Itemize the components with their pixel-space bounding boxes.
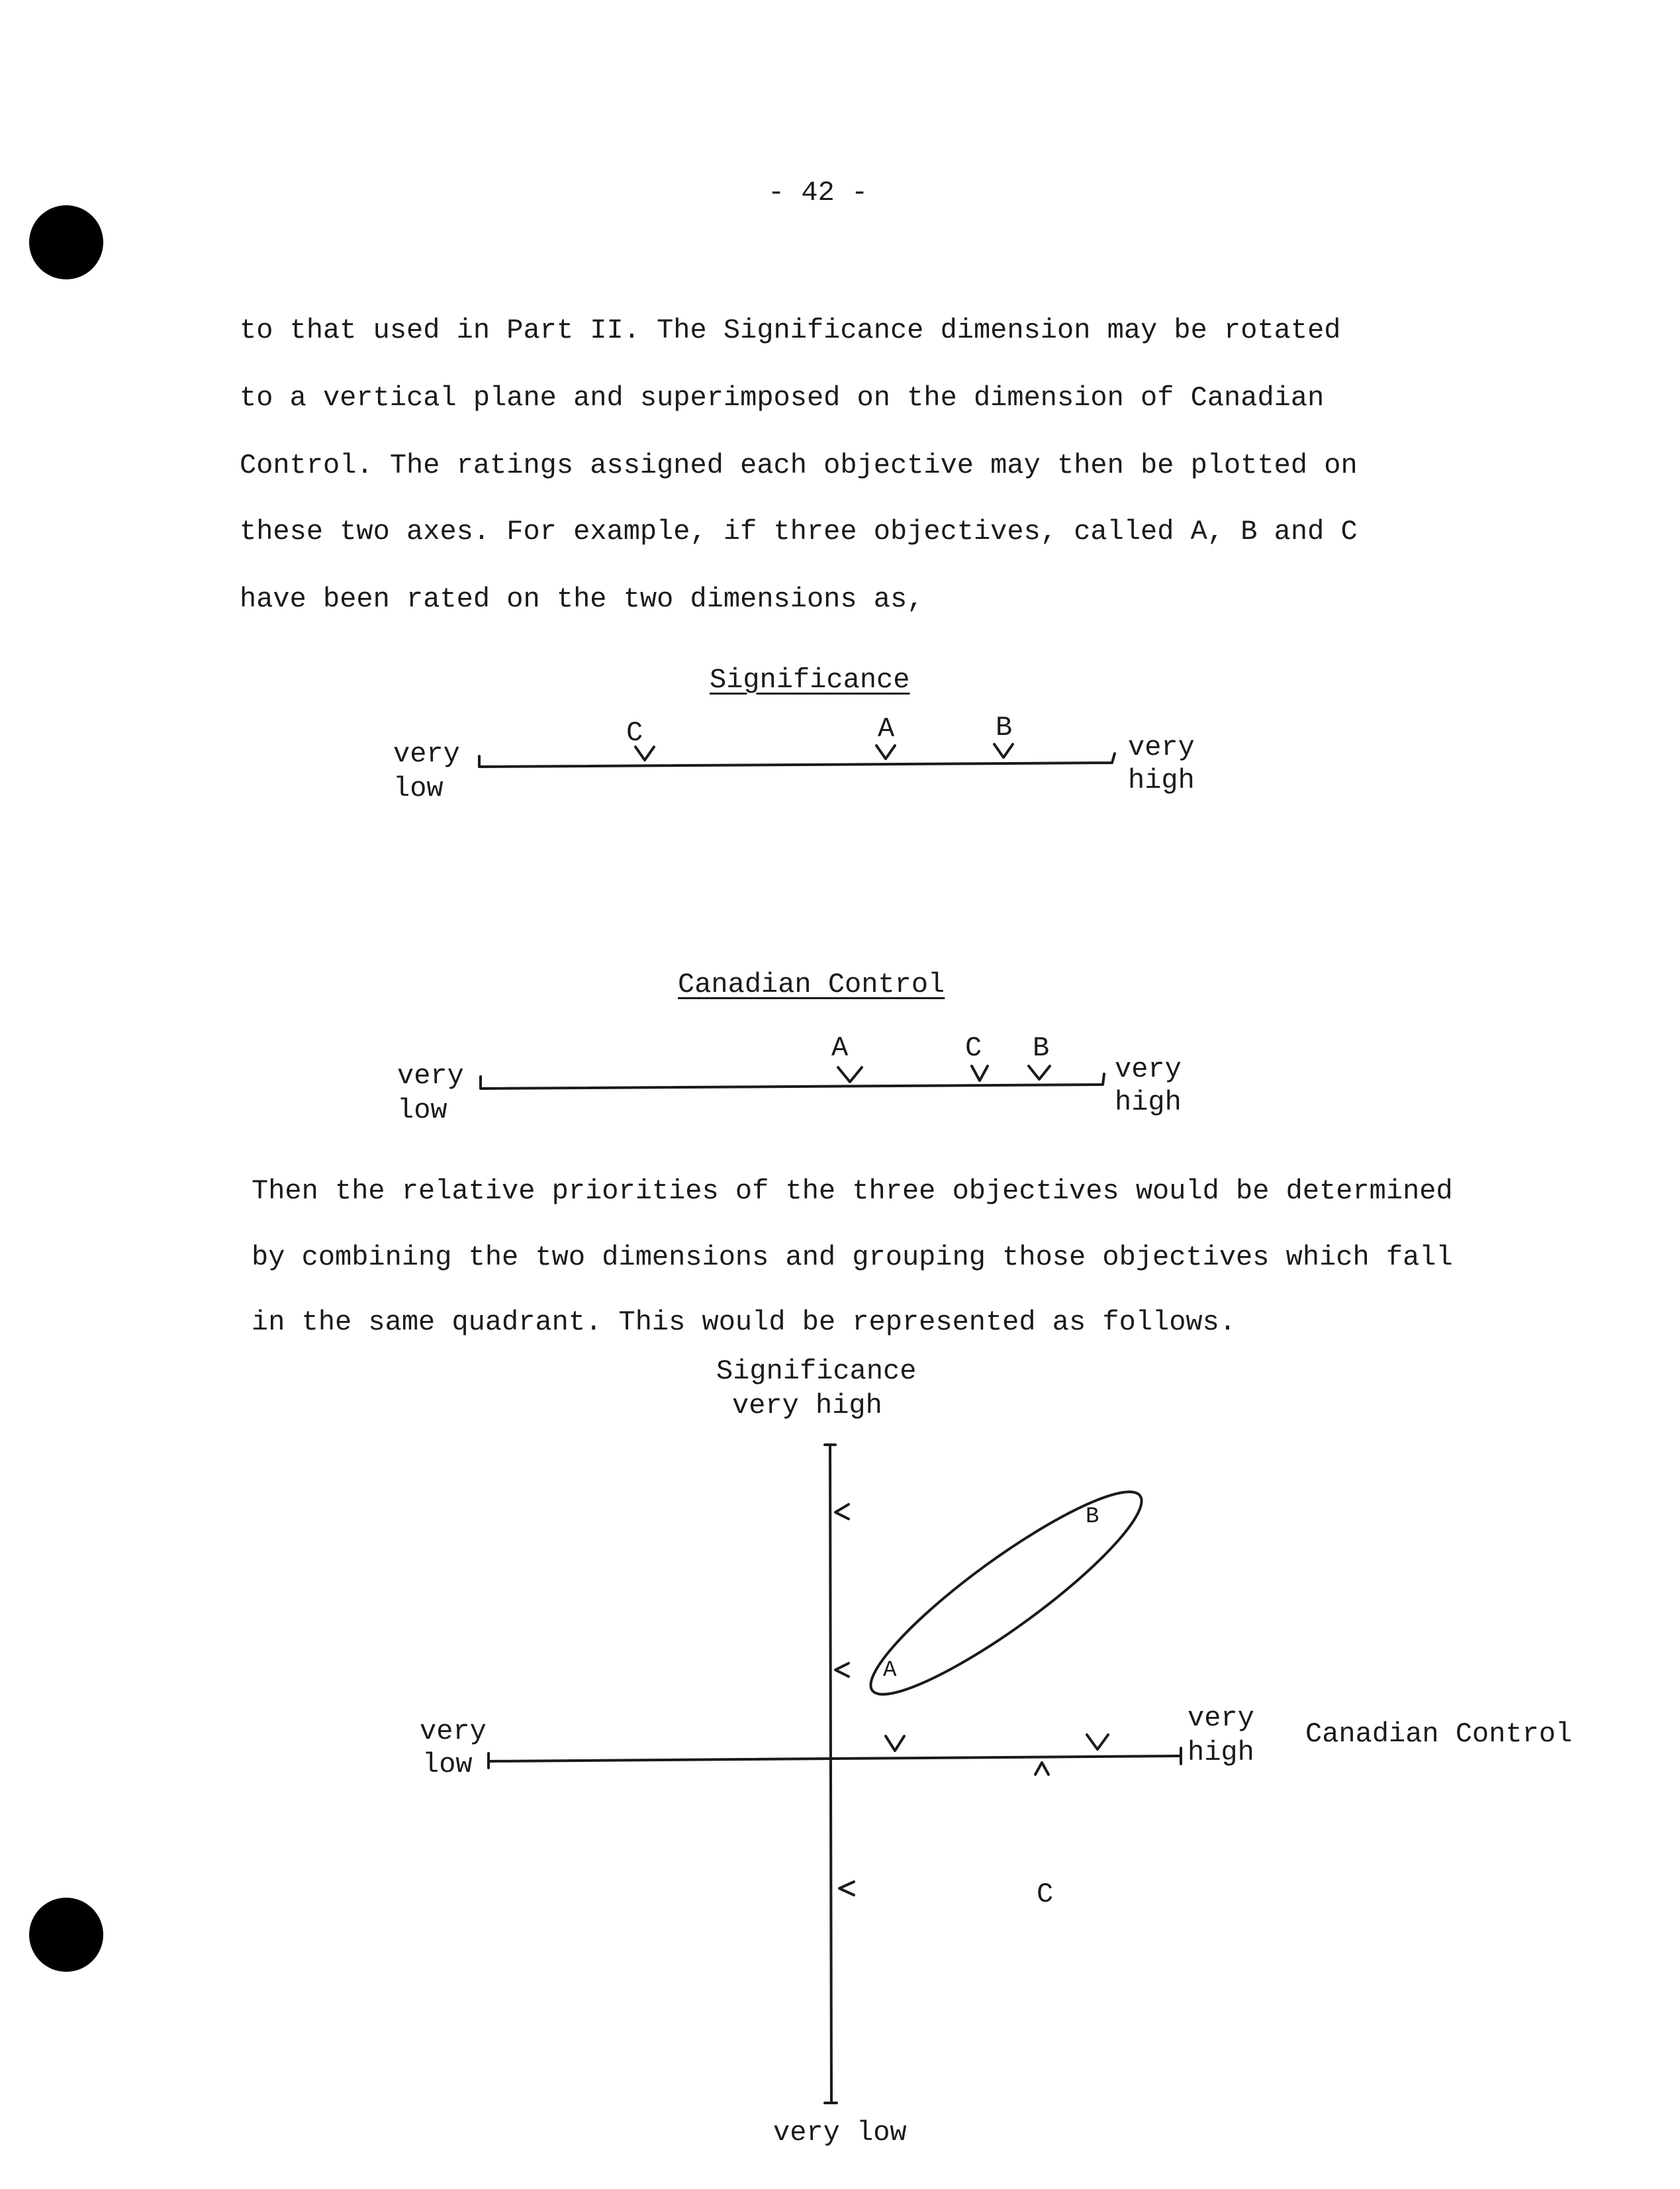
quadrant-right-label-line-1: very (1188, 1702, 1254, 1734)
paragraph-1-line-5: have been rated on the two dimensions as, (240, 583, 924, 615)
quadrant-point-b-label: B (1086, 1504, 1099, 1530)
quadrant-bottom-label: very low (773, 2117, 907, 2149)
scale-2-marker-a (838, 1067, 862, 1082)
paragraph-1-line-1: to that used in Part II. The Significance dimension may be rotated (240, 315, 1341, 346)
quadrant-point-c-label: C (1037, 1878, 1054, 1910)
scale-2-marker-b (1029, 1066, 1050, 1079)
paragraph-2-line-3: in the same quadrant. This would be represented as follows. (252, 1306, 1237, 1338)
quadrant-vertical-axis (825, 1445, 837, 2103)
scale-1-marker-a (876, 746, 895, 759)
scale-1-title: Significance (710, 664, 910, 696)
paragraph-2-line-2: by combining the two dimensions and grouping those objectives which fall (252, 1241, 1453, 1273)
quadrant-point-a-label: A (883, 1658, 897, 1683)
scale-2-left-label-line-1: very (397, 1060, 464, 1092)
scale-2-line (481, 1074, 1104, 1089)
paragraph-1-line-4: these two axes. For example, if three objectives, called A, B and C (240, 516, 1358, 548)
horizontal-axis-tick-3 (1035, 1763, 1049, 1775)
scale-2-left-label-line-2: low (397, 1094, 447, 1126)
quadrant-grouping-ellipse (852, 1468, 1160, 1718)
page-number: - 42 - (768, 177, 868, 209)
quadrant-horizontal-axis (489, 1748, 1181, 1768)
scale-1-right-label-line-1: very (1128, 732, 1195, 763)
paragraph-1-line-3: Control. The ratings assigned each objective may then be plotted on (240, 450, 1358, 481)
scale-1-line (479, 754, 1115, 767)
vertical-axis-tick-3 (839, 1882, 854, 1895)
scale-1-left-label-line-2: low (393, 773, 443, 804)
scale-1-marker-c-label: C (626, 717, 643, 749)
scale-1-marker-a-label: A (878, 713, 895, 745)
scale-2-marker-c-label: C (965, 1032, 982, 1064)
scale-1-marker-b-label: B (996, 712, 1013, 744)
scale-1-marker-b (994, 744, 1013, 757)
horizontal-axis-tick-2 (1087, 1735, 1108, 1749)
vertical-axis-tick-1 (835, 1504, 849, 1519)
scale-2-title: Canadian Control (678, 969, 945, 1000)
quadrant-right-label-line-2: high (1188, 1737, 1254, 1769)
quadrant-top-label-line-1: Significance (716, 1355, 917, 1387)
vertical-axis-tick-2 (835, 1663, 849, 1677)
scale-2-right-label-line-1: very (1115, 1053, 1182, 1085)
horizontal-axis-tick-1 (886, 1736, 904, 1751)
scale-2-marker-a-label: A (831, 1032, 849, 1064)
scale-2-right-label-line-2: high (1115, 1087, 1182, 1118)
quadrant-left-label-line-2: low (422, 1749, 473, 1780)
scale-2-marker-b-label: B (1033, 1032, 1050, 1064)
scale-1-marker-c (635, 747, 654, 760)
scale-1-right-label-line-2: high (1128, 765, 1195, 797)
quadrant-left-label-line-1: very (420, 1716, 487, 1747)
paragraph-1-line-2: to a vertical plane and superimposed on the dimension of Canadian (240, 382, 1325, 414)
quadrant-top-label-line-2: very high (732, 1390, 882, 1422)
quadrant-horizontal-axis-name: Canadian Control (1305, 1718, 1573, 1750)
scale-1-left-label-line-1: very (393, 738, 460, 770)
scale-2-marker-c (972, 1066, 988, 1081)
paragraph-2-line-1: Then the relative priorities of the three objectives would be determined (252, 1175, 1453, 1207)
